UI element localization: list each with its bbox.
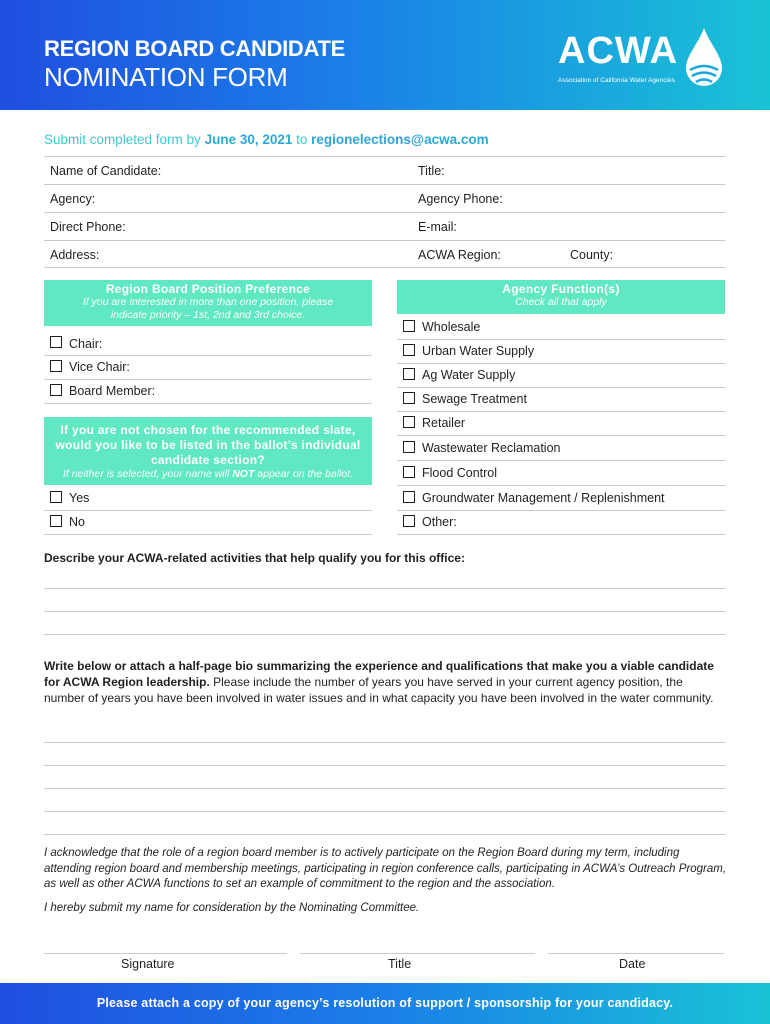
bio-instructions-rest: Please include the number of years you have served in your current agency position, the number of years you have been involved in water issues and in what capacity you have been involved in the water community. xyxy=(44,675,714,705)
submission-statement: I hereby submit my name for consideration by the Nominating Committee. xyxy=(44,902,420,914)
title-signature-line[interactable] xyxy=(300,953,535,954)
direct-phone-field-label[interactable]: Direct Phone: xyxy=(50,220,126,234)
agency-functions-title: Agency Function(s) xyxy=(502,282,620,296)
function-label: Groundwater Management / Replenishment xyxy=(422,491,665,505)
signature-label: Signature xyxy=(121,957,175,971)
chair-label: Chair: xyxy=(69,337,103,351)
footer-banner: Please attach a copy of your agency’s resolution of support / sponsorship for your candidacy. xyxy=(0,983,770,1024)
chair-checkbox[interactable] xyxy=(50,336,62,348)
function-checkbox-row[interactable] xyxy=(397,388,725,412)
logo-subtitle: Association of California Water Agencies xyxy=(558,77,675,84)
title-field-label[interactable]: Title: xyxy=(418,164,445,178)
function-checkbox-row[interactable] xyxy=(397,462,725,486)
function-label: Other: xyxy=(422,515,457,529)
function-checkbox-row[interactable] xyxy=(397,487,725,511)
position-preference-header xyxy=(44,280,372,326)
yes-checkbox-row[interactable] xyxy=(44,487,372,511)
bio-write-line[interactable] xyxy=(44,765,725,766)
flood-control-checkbox[interactable] xyxy=(403,466,415,478)
name-field-label[interactable]: Name of Candidate: xyxy=(50,164,162,178)
date-signature-line[interactable] xyxy=(548,953,724,954)
agency-phone-field-label[interactable]: Agency Phone: xyxy=(418,192,503,206)
address-field-label[interactable]: Address: xyxy=(50,248,100,262)
no-label: No xyxy=(69,515,85,529)
retailer-checkbox[interactable] xyxy=(403,416,415,428)
position-preference-note-2: indicate priority – 1st, 2nd and 3rd choice. xyxy=(110,309,306,321)
function-checkbox-row[interactable] xyxy=(397,511,725,535)
function-label: Flood Control xyxy=(422,466,498,480)
slate-question-line1: If you are not chosen for the recommended slate, xyxy=(60,423,356,437)
email-field-label[interactable]: E-mail: xyxy=(418,220,457,234)
signature-line[interactable] xyxy=(44,953,287,954)
field-row-phone xyxy=(44,212,725,240)
urban-water-supply-checkbox[interactable] xyxy=(403,344,415,356)
submit-email: regionelections@acwa.com xyxy=(311,132,489,147)
function-label: Urban Water Supply xyxy=(422,344,535,358)
acknowledgement-text: I acknowledge that the role of a region board member is to actively participate on the Region Board during my term, including attending region board and membership meetings, participating in region conference calls, participating in ACWA’s Outreach Program, as well as other ACWA functions to set an example of commitment to the region and the association. xyxy=(44,847,727,890)
no-checkbox[interactable] xyxy=(50,515,62,527)
vice-chair-checkbox[interactable] xyxy=(50,360,62,372)
activities-write-line[interactable] xyxy=(44,634,725,635)
groundwater-management-checkbox[interactable] xyxy=(403,491,415,503)
wholesale-checkbox[interactable] xyxy=(403,320,415,332)
ag-water-supply-checkbox[interactable] xyxy=(403,368,415,380)
region-field-label[interactable]: ACWA Region: xyxy=(418,248,501,262)
bio-instructions-bold: Write below or attach a half-page bio summarizing the experience and qualifications that make you a viable candidate for ACWA Region leadership. xyxy=(44,659,714,689)
sewage-treatment-checkbox[interactable] xyxy=(403,392,415,404)
chair-checkbox-row[interactable] xyxy=(44,332,372,356)
agency-field-label[interactable]: Agency: xyxy=(50,192,96,206)
board-member-checkbox-row[interactable] xyxy=(44,380,372,404)
function-label: Sewage Treatment xyxy=(422,392,527,406)
agency-functions-header xyxy=(397,280,725,314)
bio-write-line[interactable] xyxy=(44,811,725,812)
submit-instructions: Submit completed form by June 30, 2021 to regionelections@acwa.com xyxy=(44,132,489,147)
signature-title-label: Title xyxy=(388,957,412,971)
no-checkbox-row[interactable] xyxy=(44,511,372,535)
acwa-logo xyxy=(556,26,736,96)
yes-checkbox[interactable] xyxy=(50,491,62,503)
bio-write-line[interactable] xyxy=(44,742,725,743)
agency-functions-subtitle: Check all that apply xyxy=(515,296,607,308)
field-row-address xyxy=(44,240,725,268)
vice-chair-label: Vice Chair: xyxy=(69,360,130,374)
function-checkbox-row[interactable] xyxy=(397,340,725,364)
wastewater-reclamation-checkbox[interactable] xyxy=(403,441,415,453)
slate-question-line3: candidate section? xyxy=(150,453,266,467)
board-member-label: Board Member: xyxy=(69,384,156,398)
function-checkbox-row[interactable] xyxy=(397,412,725,436)
function-label: Wastewater Reclamation xyxy=(422,441,561,455)
activities-write-line[interactable] xyxy=(44,611,725,612)
function-checkbox-row[interactable] xyxy=(397,364,725,388)
county-field-label[interactable]: County: xyxy=(570,248,614,262)
bio-write-line[interactable] xyxy=(44,834,725,835)
form-title-line2: NOMINATION FORM xyxy=(44,62,288,92)
other-checkbox[interactable] xyxy=(403,515,415,527)
function-label: Retailer xyxy=(422,416,466,430)
activities-write-line[interactable] xyxy=(44,588,725,589)
slate-question-header xyxy=(44,417,372,485)
deadline-date: June 30, 2021 xyxy=(204,132,293,147)
field-row-agency xyxy=(44,184,725,212)
function-checkbox-row[interactable] xyxy=(397,437,725,461)
signature-date-label: Date xyxy=(619,957,646,971)
vice-chair-checkbox-row[interactable] xyxy=(44,356,372,380)
yes-label: Yes xyxy=(69,491,90,505)
function-checkbox-row[interactable] xyxy=(397,316,725,340)
logo-wordmark: ACWA xyxy=(558,30,679,72)
field-row-name xyxy=(44,156,725,184)
bio-instructions xyxy=(44,658,724,706)
activities-prompt: Describe your ACWA-related activities that help qualify you for this office: xyxy=(44,551,465,565)
slate-note: If neither is selected, your name will NOT appear on the ballot. xyxy=(62,468,354,480)
form-title-line1: REGION BOARD CANDIDATE xyxy=(44,36,345,61)
water-drop-icon xyxy=(684,26,724,88)
function-label: Ag Water Supply xyxy=(422,368,516,382)
bio-write-line[interactable] xyxy=(44,788,725,789)
board-member-checkbox[interactable] xyxy=(50,384,62,396)
function-label: Wholesale xyxy=(422,320,481,334)
position-preference-note-1: If you are interested in more than one position, please xyxy=(82,296,334,308)
header-banner xyxy=(0,0,770,110)
position-preference-title: Region Board Position Preference xyxy=(105,282,311,296)
slate-question-line2: would you like to be listed in the ballot’s individual xyxy=(55,438,361,452)
